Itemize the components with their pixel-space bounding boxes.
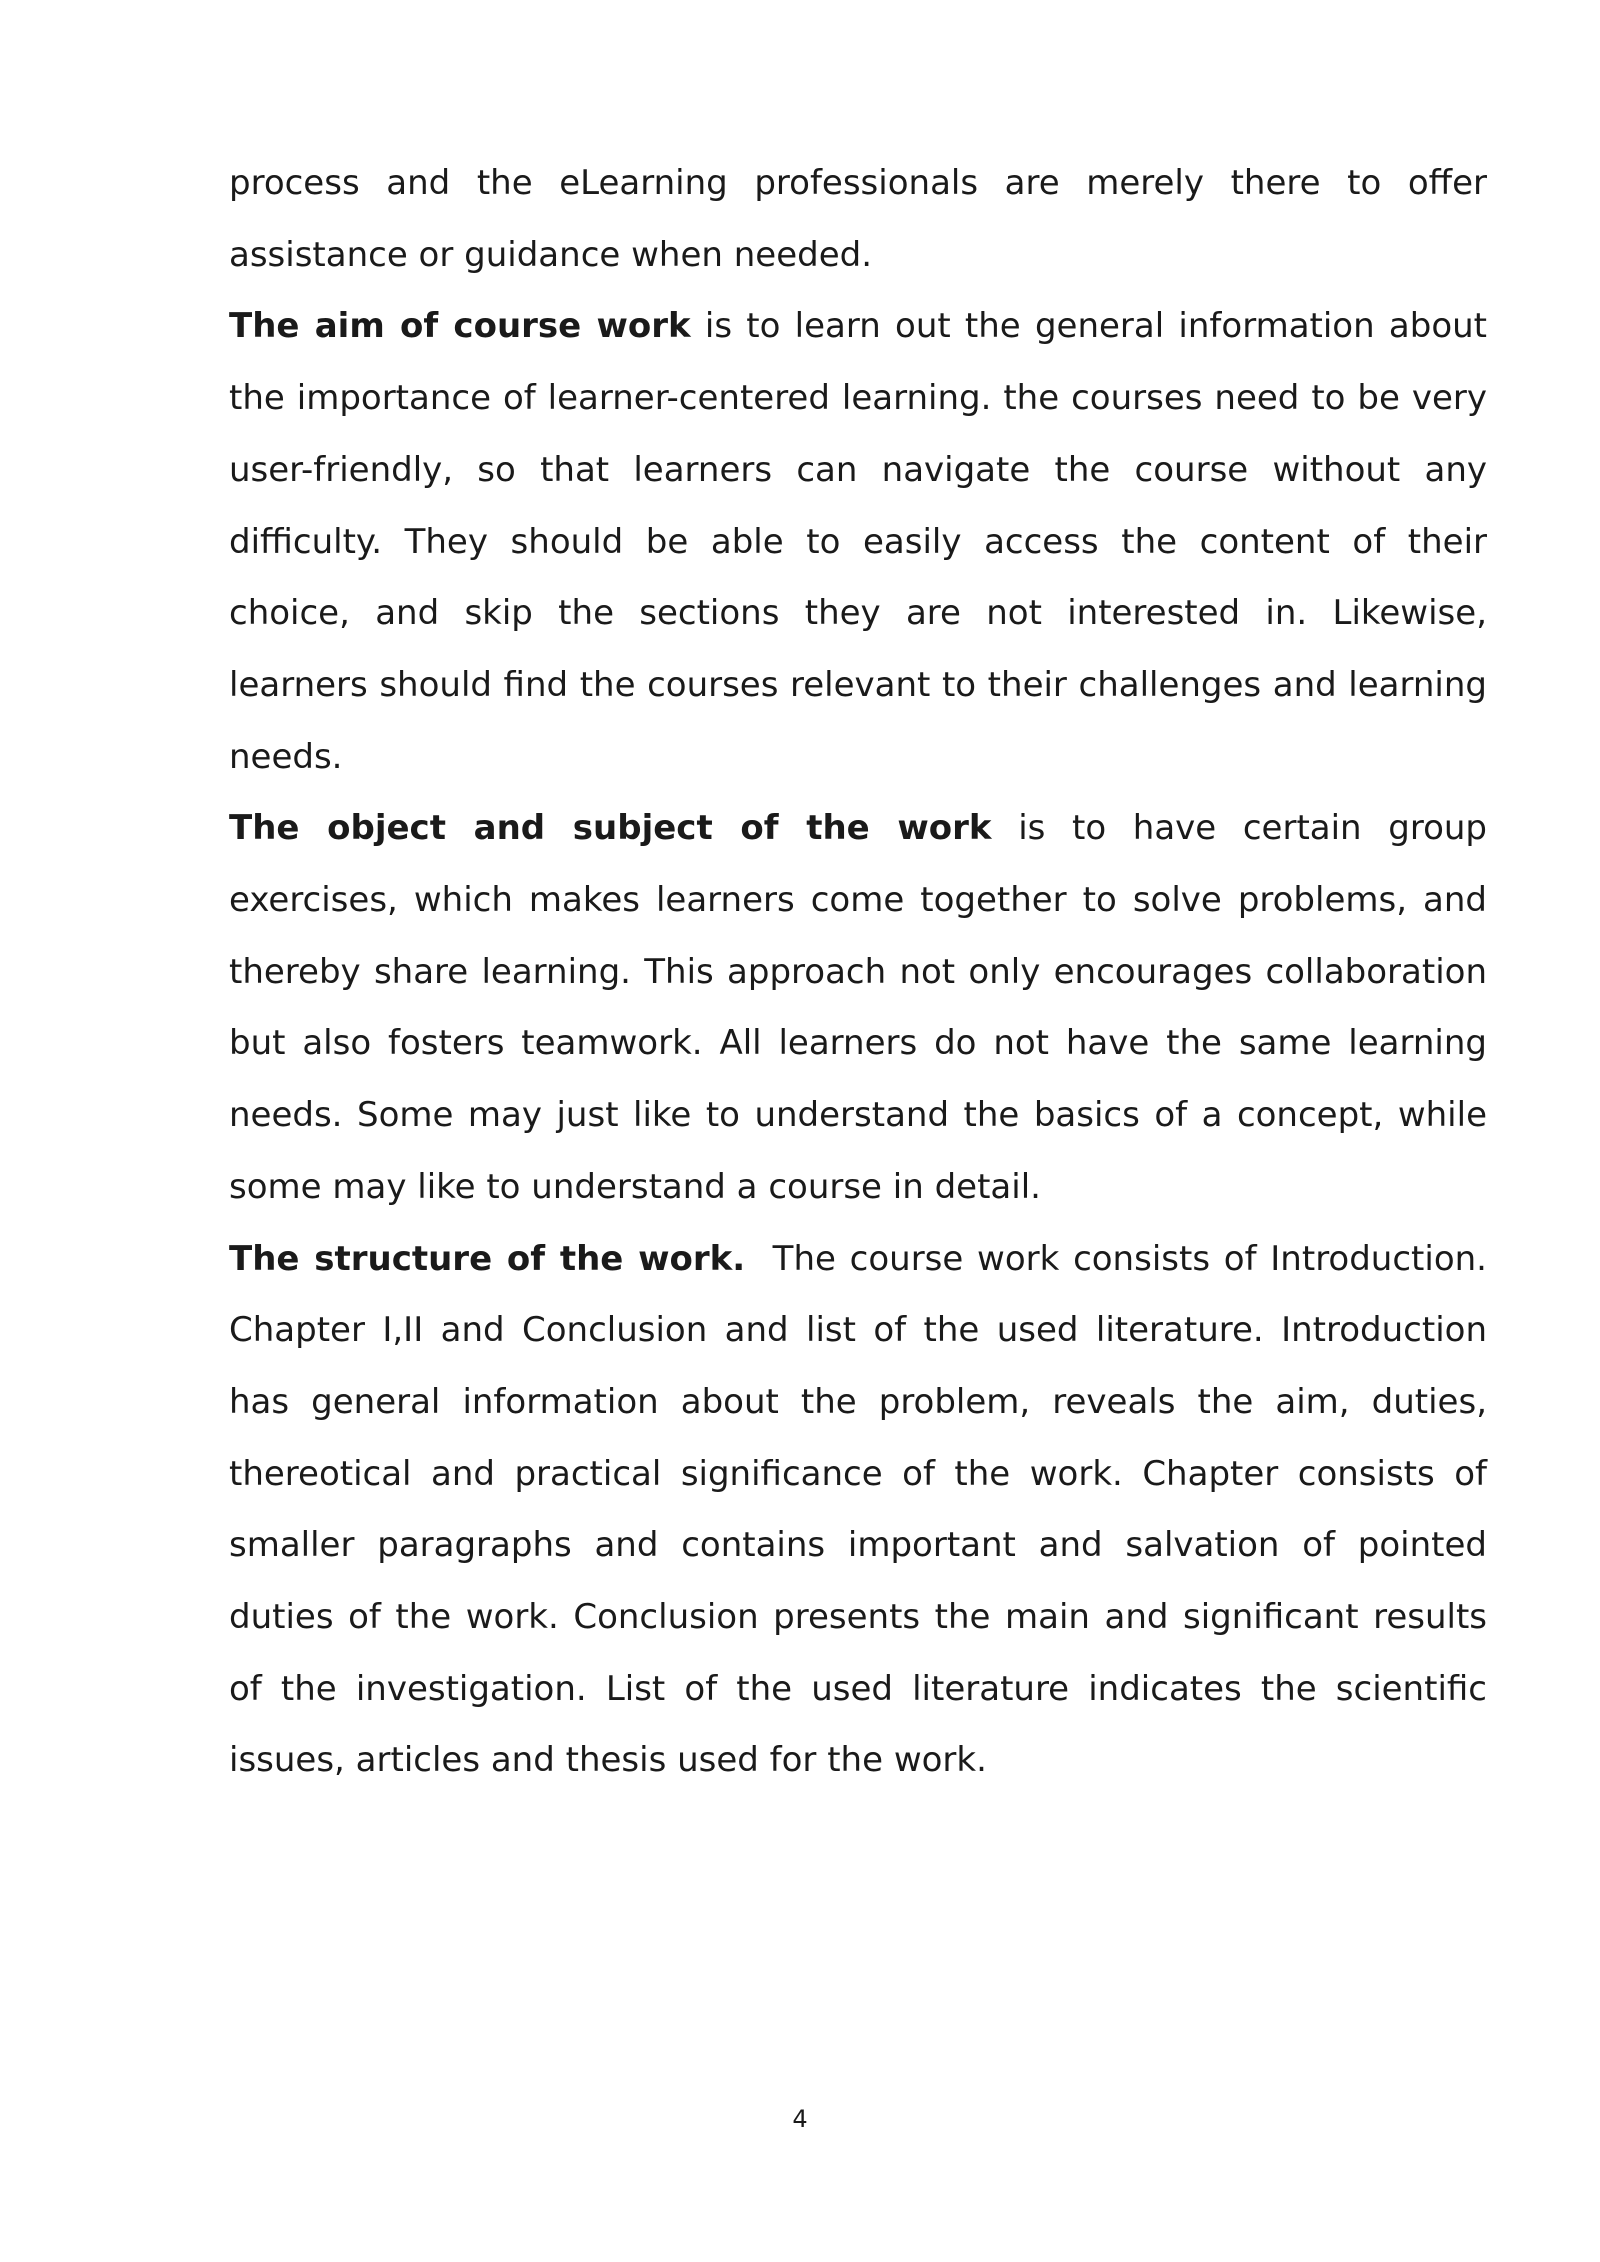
body-text xyxy=(229,148,1498,1797)
paragraph-text: The course work consists of Introduction. Chapter I,II and Conclusion and list of the used literature. Introduction has general information about the problem, reveals the aim, duties, thereotical and practical significance of the work. Chapter consists of smaller paragraphs and contains important and salvation of pointed duties of the work. Conclusion presents the main and significant results of the investigation. List of the used literature indicates the scientific issues, articles and thesis used for the work. xyxy=(229,1238,1498,1781)
page-number: 4 xyxy=(792,2105,808,2133)
paragraph-structure xyxy=(229,1224,1498,1798)
paragraph-text: is to learn out the general information about the importance of learner-centered learning. the courses need to be very user-friendly, so that learners can navigate the course without any difficulty. They should be able to easily access the content of their choice, and skip the sections they are not interested in. Likewise, learners should find the courses relevant to their challenges and learning needs. xyxy=(229,306,1487,777)
paragraph-lead: The aim of course work xyxy=(229,306,691,347)
paragraph-text: process and the eLearning professionals are merely there to offer assistance or guidance when needed. xyxy=(229,163,1487,275)
paragraph-lead: The object and subject of the work xyxy=(229,808,992,849)
paragraph-continuation xyxy=(229,148,1487,291)
paragraph-text: is to have certain group exercises, which makes learners come together to solve problems, and thereby share learning. This approach not only encourages collaboration but also fosters teamwork. All learners do not have the same learning needs. Some may just like to understand the basics of a concept, while some may like to understand a course in detail. xyxy=(229,808,1487,1207)
paragraph-lead: The structure of the work. xyxy=(229,1238,746,1279)
paragraph-aim xyxy=(229,291,1487,793)
paragraph-object-subject xyxy=(229,793,1487,1223)
